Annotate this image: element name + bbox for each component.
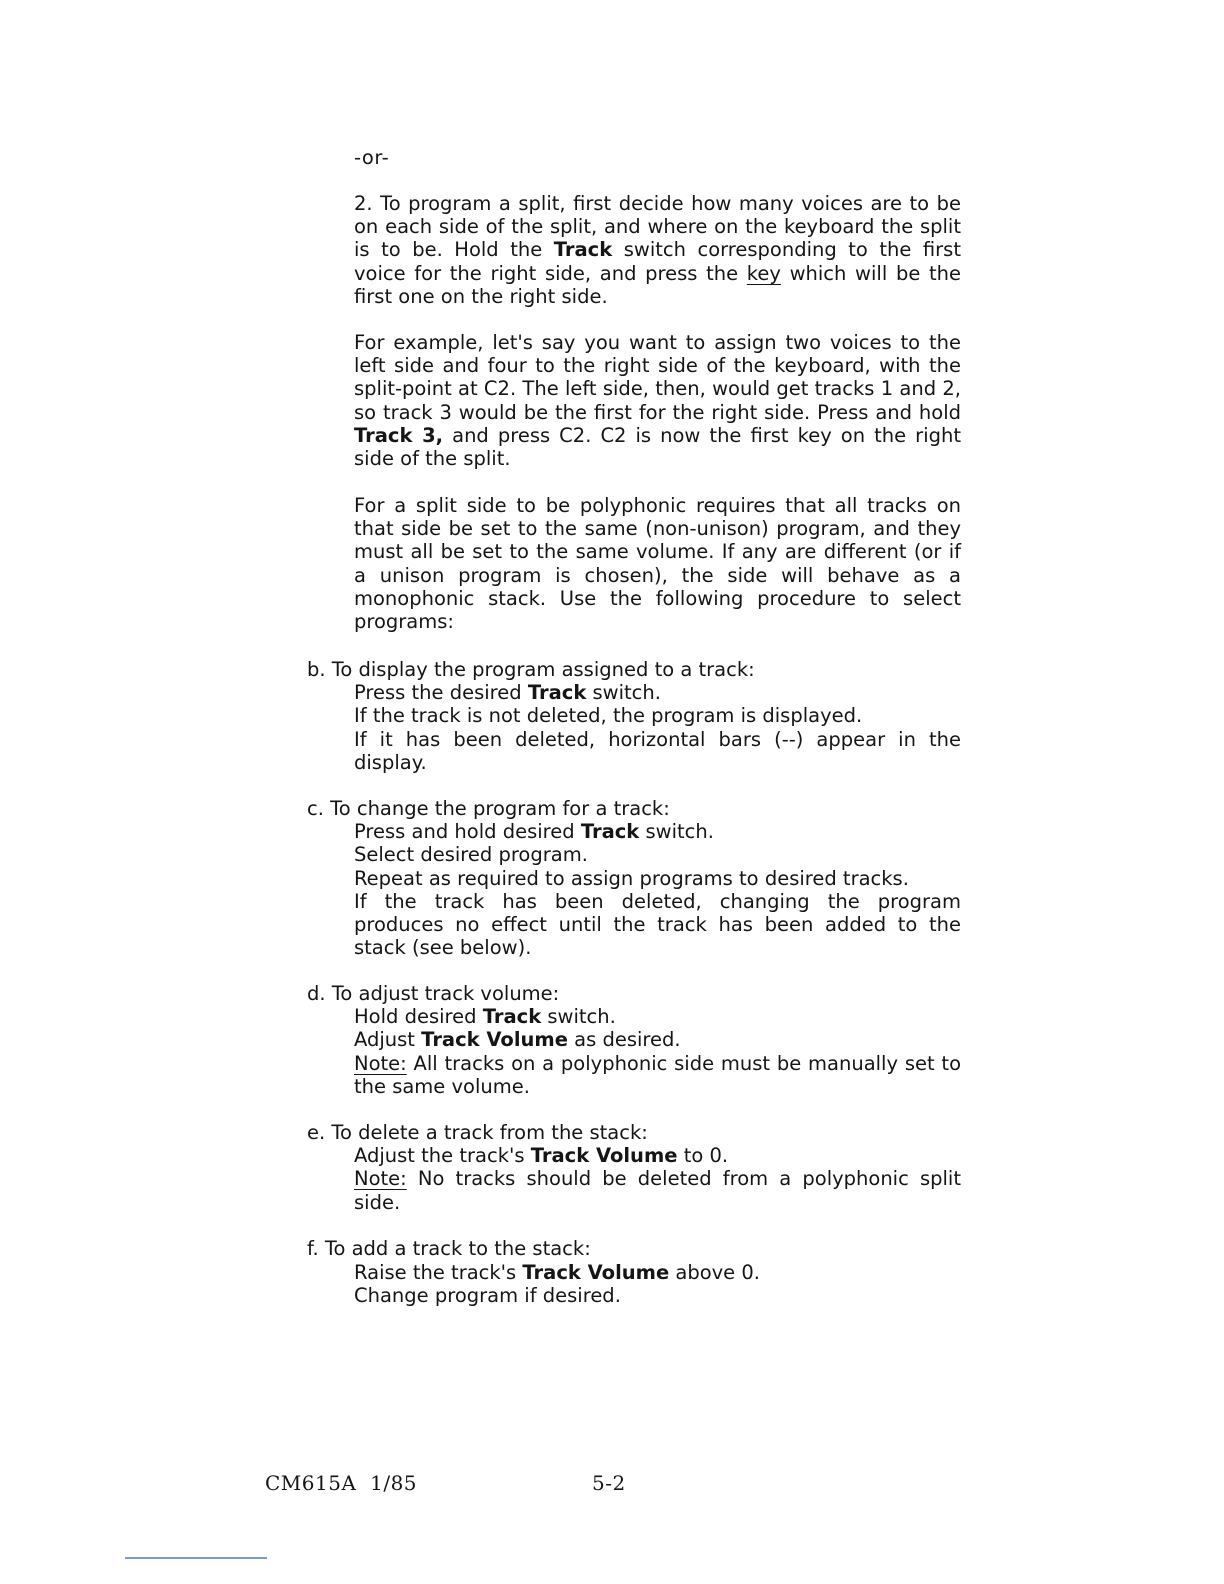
- list-item: Repeat as required to assign programs to desired tracks.: [354, 866, 909, 890]
- note-label: Note:: [354, 1167, 407, 1191]
- section-b-heading: b. To display the program assigned to a track:: [307, 658, 755, 681]
- track-3-term: Track 3,: [354, 423, 444, 447]
- section-f-steps: [354, 1261, 961, 1308]
- footer-page-number: 5-2: [592, 1471, 626, 1495]
- section-f-heading: f. To add a track to the stack:: [307, 1237, 591, 1260]
- list-item: Adjust the track's Track Volume to 0.: [354, 1144, 729, 1167]
- example-paragraph: For example, let's say you want to assign two voices to the left side and four to the right side of the keyboard, with the split-point at C2. The left side, then, would get tracks 1 and 2, so track 3 would be the first for the right side. Press and hold Track 3, and press C2. C2 is now the first key on the right side of the split.: [354, 331, 961, 471]
- section-b-steps: [354, 681, 961, 774]
- list-item: If the track is not deleted, the program is displayed.: [354, 704, 863, 728]
- section-c-steps: [354, 820, 961, 960]
- list-item: Press and hold desired Track switch.: [354, 820, 714, 843]
- section-d-heading: d. To adjust track volume:: [307, 982, 560, 1005]
- track-term: Track: [553, 238, 613, 262]
- list-item: Adjust Track Volume as desired.: [354, 1028, 681, 1052]
- footer-doc-id: CM615A 1/85: [265, 1471, 418, 1495]
- list-item: If the track has been deleted, changing the program produces no effect until the track has been added to the stack (see below).: [354, 889, 961, 960]
- note-label: Note:: [354, 1051, 407, 1075]
- polyphonic-paragraph: For a split side to be polyphonic requires that all tracks on that side be set to the same (non-unison) program, and they must all be set to the same volume. If any are different (or if a unison program is chosen), the side will behave as a monophonic stack. Use the following procedure to select programs:: [354, 494, 961, 634]
- section-d-steps: [354, 1005, 961, 1098]
- section-c-heading: c. To change the program for a track:: [307, 797, 670, 820]
- note: Note: No tracks should be deleted from a polyphonic split side.: [354, 1167, 961, 1214]
- scan-edge-line: [125, 1557, 267, 1559]
- list-item: Select desired program.: [354, 843, 588, 867]
- list-item: Press the desired Track switch.: [354, 681, 661, 704]
- list-item: Hold desired Track switch.: [354, 1005, 616, 1028]
- or-marker: -or-: [354, 146, 390, 169]
- list-item: Raise the track's Track Volume above 0.: [354, 1261, 760, 1284]
- list-item: If it has been deleted, horizontal bars (--) appear in the display.: [354, 727, 961, 774]
- section-e-heading: e. To delete a track from the stack:: [307, 1121, 648, 1144]
- step-2-paragraph: 2. To program a split, first decide how many voices are to be on each side of the split, and where on the keyboard the split is to be. Hold the Track switch corresponding to the first voice for the right side, and press the key which will be the first one on the right side.: [354, 192, 961, 308]
- key-term: key: [746, 261, 781, 285]
- section-e-steps: [354, 1144, 961, 1214]
- list-item: Change program if desired.: [354, 1284, 621, 1308]
- note: Note: All tracks on a polyphonic side must be manually set to the same volume.: [354, 1051, 961, 1098]
